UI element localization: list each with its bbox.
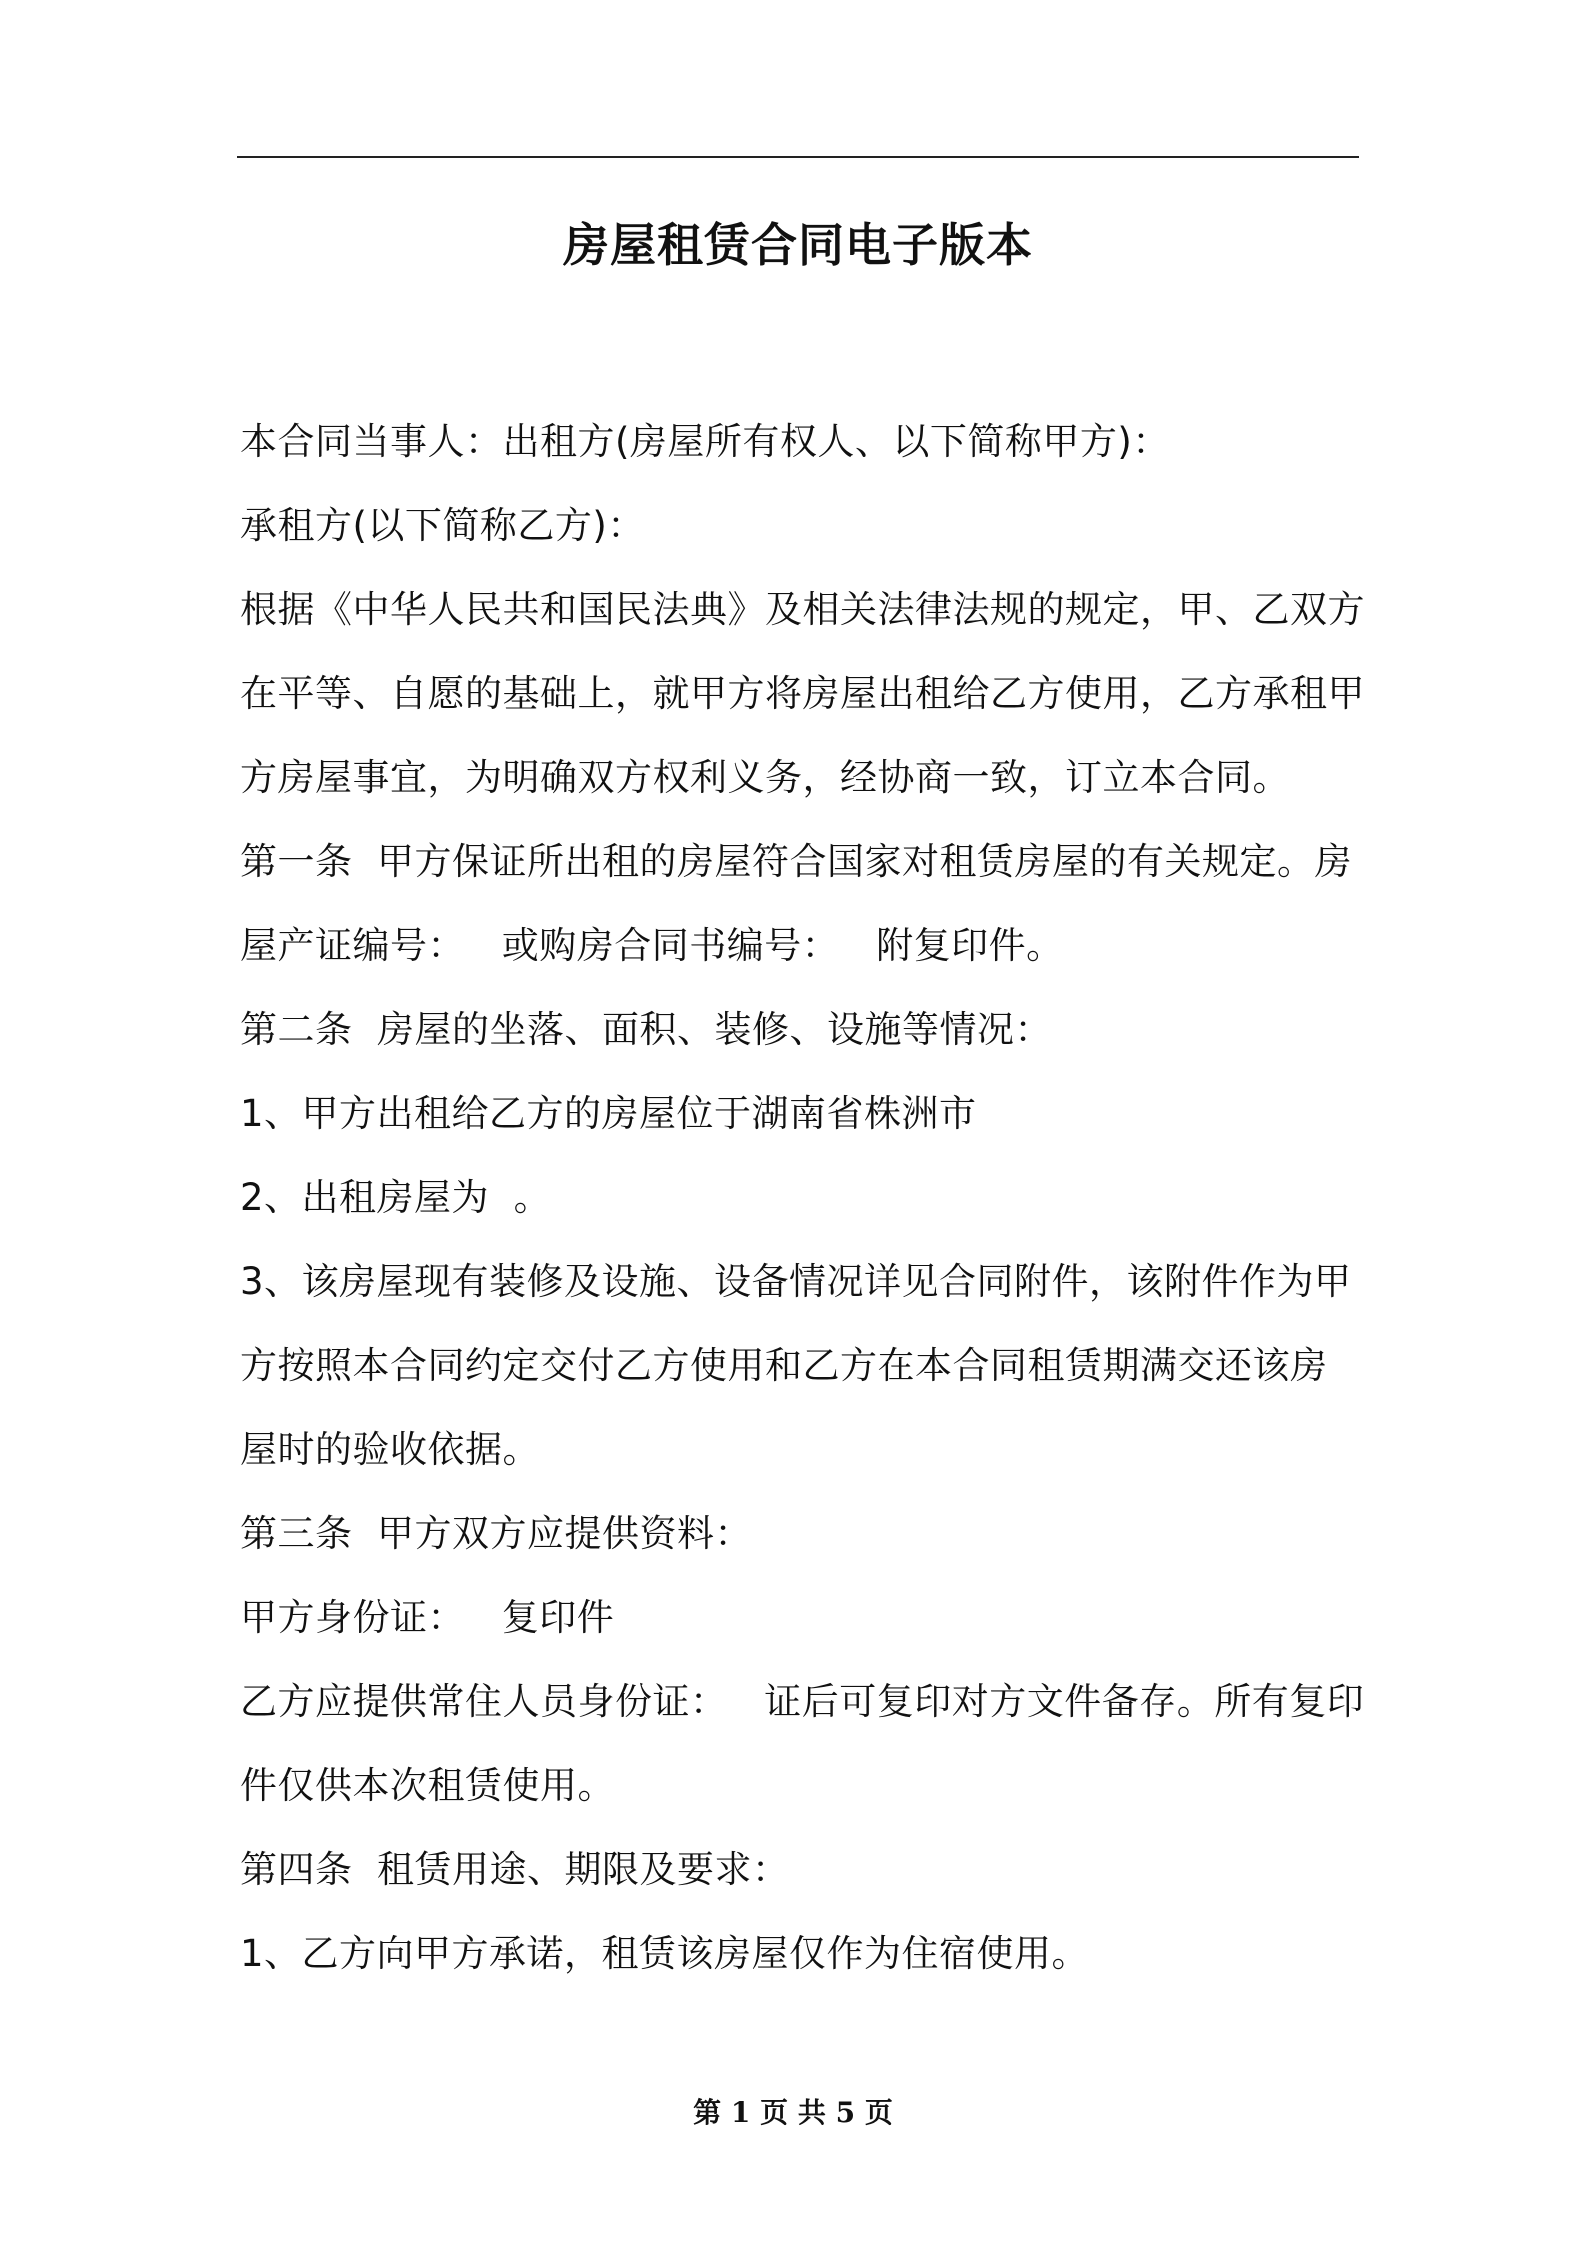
text-line: 承租方(以下简称乙方)： [240, 504, 645, 547]
text-line: 甲方身份证： 复印件 [240, 1596, 615, 1639]
contract-body [240, 400, 1365, 1996]
header-rule [237, 156, 1359, 158]
text-line: 本合同当事人：出租方(房屋所有权人、以下简称甲方)： [240, 420, 1170, 463]
text-line: 第三条 甲方双方应提供资料： [240, 1512, 753, 1555]
text-line: 方按照本合同约定交付乙方使用和乙方在本合同租赁期满交还该房 [240, 1344, 1328, 1387]
text-line: 屋时的验收依据。 [240, 1428, 540, 1471]
text-line: 1、甲方出租给乙方的房屋位于湖南省株洲市 [240, 1092, 977, 1135]
text-line: 在平等、自愿的基础上，就甲方将房屋出租给乙方使用，乙方承租甲 [240, 672, 1365, 715]
text-line: 根据《中华人民共和国民法典》及相关法律法规的规定，甲、乙双方 [240, 588, 1365, 631]
text-line: 第四条 租赁用途、期限及要求： [240, 1848, 790, 1891]
text-line: 1、乙方向甲方承诺，租赁该房屋仅作为住宿使用。 [240, 1932, 1090, 1975]
text-line: 2、出租房屋为 。 [240, 1176, 552, 1219]
text-line: 件仅供本次租赁使用。 [240, 1764, 615, 1807]
text-line: 3、该房屋现有装修及设施、设备情况详见合同附件，该附件作为甲 [240, 1260, 1352, 1303]
page-footer: 第 1 页 共 5 页 [693, 2096, 893, 2129]
text-line: 第二条 房屋的坐落、面积、装修、设施等情况： [240, 1008, 1053, 1051]
text-line: 第一条 甲方保证所出租的房屋符合国家对租赁房屋的有关规定。房 [240, 840, 1353, 883]
document-title: 房屋租赁合同电子版本 [563, 218, 1033, 272]
text-line: 屋产证编号： 或购房合同书编号： 附复印件。 [240, 924, 1064, 967]
text-line: 乙方应提供常住人员身份证： 证后可复印对方文件备存。所有复印 [240, 1680, 1365, 1723]
text-line: 方房屋事宜，为明确双方权利义务，经协商一致，订立本合同。 [240, 756, 1290, 799]
